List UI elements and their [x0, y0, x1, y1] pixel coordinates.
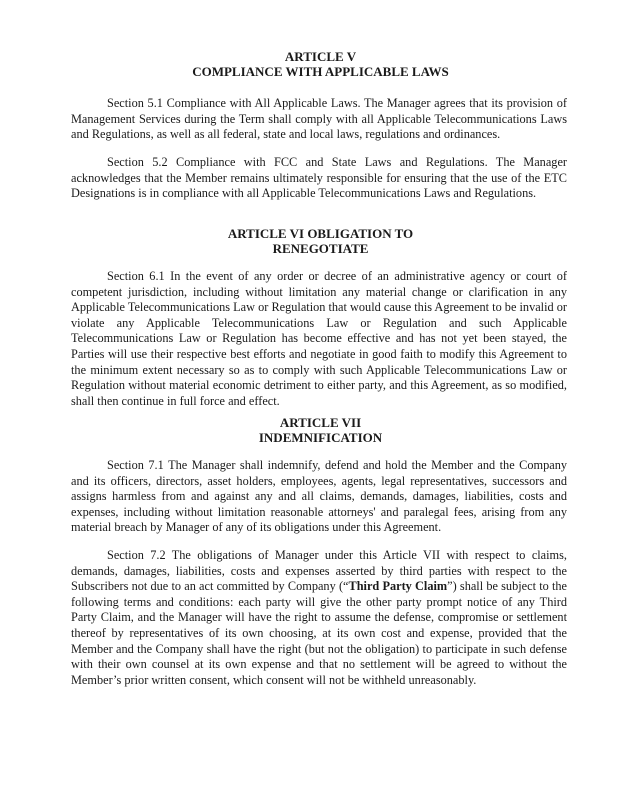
section-5-1: Section 5.1 Compliance with All Applicable Laws. The Manager agrees that its provision of Management Services during the Term shall comply with all Applicable Telecommunications Laws and Regulations, as well as all federal, state and local laws, regulations and ordinances. — [71, 96, 567, 142]
article-6-title: ARTICLE VI OBLIGATION TO — [227, 226, 414, 241]
section-7-1: Section 7.1 The Manager shall indemnify, defend and hold the Member and the Company and its officers, directors, asset holders, employees, agents, legal representatives, successors and assigns harmless from and against any and all claims, demands, damages, liabilities, costs and expenses, including without limitation reasonable attorneys' and paralegal fees, arising from any material breach by Manager of any of its obligations under this Agreement. — [71, 458, 567, 535]
third-party-claim-term: Third Party Claim — [348, 579, 448, 594]
article-5-title: ARTICLE V — [284, 49, 357, 64]
article-5-heading — [0, 49, 641, 79]
section-7-2-text-b: ”) shall be subject to the following terms and conditions: each party will give the other party prompt notice of any Third Party Claim, and the Manager will have the right to assume the defense, compromise or settlement thereof by representatives of its own choosing, at its own cost and expense, provided that the Member and the Company shall have the right (but not the obligation) to participate in such defense with their own counsel at its own expense and that no settlement will be agreed to without the Member’s prior written consent, which consent will not be withheld unreasonably. — [71, 579, 567, 687]
article-7-heading — [0, 415, 641, 445]
section-6-1: Section 6.1 In the event of any order or decree of an administrative agency or court of competent jurisdiction, including without limitation any material change or clarification in any Applicable Telecommunications Law or Regulation that would cause this Agreement to be invalid or violate any Applicable Telecommunications Law or Regulation and such Applicable Telecommunications Law or Regulation has become effective and has not yet been stayed, the Parties will use their respective best efforts and negotiate in good faith to modify this Agreement to the minimum extent necessary so as to comply with such Applicable Telecommunications Law or Regulation without material economic detriment to either party, and this Agreement, as so modified, shall then continue in full force and effect. — [71, 269, 567, 408]
article-6-heading — [0, 226, 641, 256]
article-5-subtitle: COMPLIANCE WITH APPLICABLE LAWS — [192, 64, 449, 79]
article-7-subtitle: INDEMNIFICATION — [258, 430, 383, 445]
section-5-2: Section 5.2 Compliance with FCC and State Laws and Regulations. The Manager acknowledges that the Member remains ultimately responsible for ensuring that the use of the ETC Designations is in compliance with all Applicable Telecommunications Laws and Regulations. — [71, 155, 567, 201]
section-7-2-text-a: Section 7.2 The obligations of Manager under this Article VII with respect to claims, demands, damages, liabilities, costs and expenses asserted by third parties with respect to the Subscribers not due to an act committed by Company (“ — [71, 548, 567, 594]
article-7-title: ARTICLE VII — [279, 415, 362, 430]
section-7-2 — [71, 548, 567, 688]
article-6-subtitle: RENEGOTIATE — [272, 241, 369, 256]
